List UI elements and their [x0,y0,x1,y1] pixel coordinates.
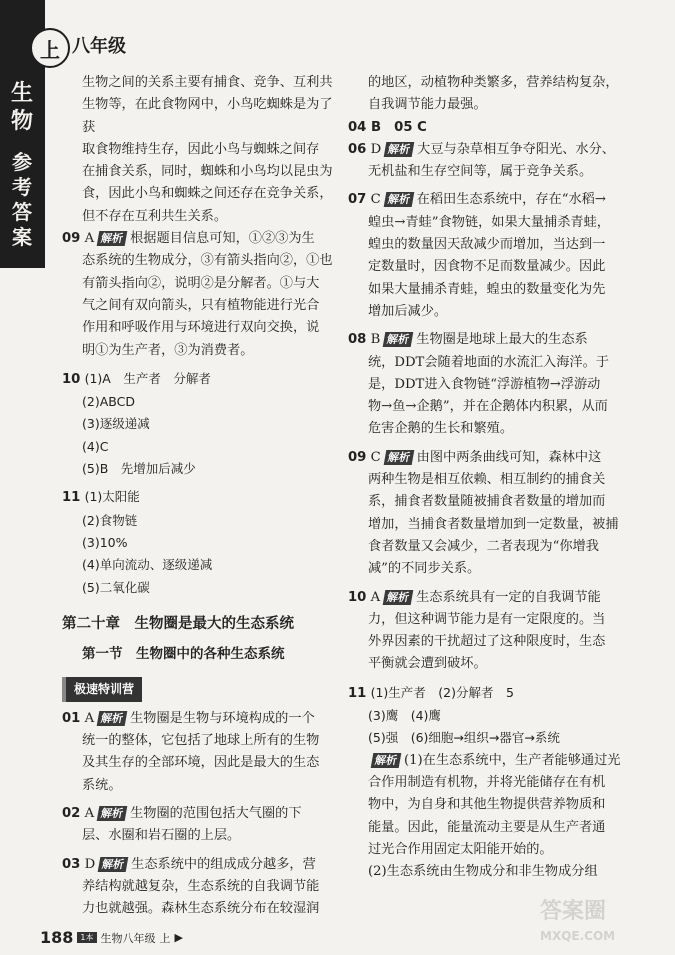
answer-line: 增加后减少。 [368,303,448,319]
answer-11: 11 (1)生产者 (2)分解者 5 [348,684,514,701]
brand-logo: 1本 [77,932,96,943]
answer-04-05: 04 B 05 C [348,119,427,135]
answer-key-label: 参考答案 [12,150,32,249]
answer-line: 系，捕食者数量随被捕食者数量的增加而 [368,494,606,510]
analysis-badge: 解析 [383,590,414,605]
answer-line: 外界因素的干扰超过了这种限度时，生态 [368,634,606,650]
cont-line: 生物等，在此食物网中，小鸟吃蜘蛛是为了获 [82,97,333,135]
analysis-badge: 解析 [97,231,128,246]
answer-line: 有箭头指向②，说明②是分解者。①与大 [82,275,320,291]
answer-line: 统，DDT会随着地面的水流汇入海洋。于 [368,354,609,370]
term-badge: 上 [159,931,171,945]
answer-line: 统一的整体，它包括了地球上所有的生物 [82,733,320,749]
answer-line: 如果大量捕杀青蛙，蝗虫的数量变化为先 [368,281,606,297]
cont-line: 在捕食关系，同时，蜘蛛和小鸟均以昆虫为 [82,164,333,180]
answer-line: (2)生态系统由生物成分和非生物成分组 [368,864,598,880]
answer-10: 10 (1)A 生产者 分解者 [62,370,211,387]
answer-line: 平衡就会遭到破坏。 [368,656,487,672]
cont-line: 但不存在互利共生关系。 [82,208,228,224]
page-footer [40,928,183,947]
watermark: 答案圈 MXQE.COM [540,899,616,943]
chapter-title: 第二十章 生物圈是最大的生态系统 [62,615,294,632]
answer-item: (5)强 (6)细胞→组织→器官→系统 [368,730,560,746]
answer-line: 两种生物是相互依赖、相互制约的捕食关 [368,472,606,488]
answer-item: (5)B 先增加后减少 [82,461,196,477]
analysis-badge: 解析 [97,806,128,821]
answer-line: 解析 (1)在生态系统中，生产者能够通过光 [348,750,626,772]
page-number: 188 [40,928,74,947]
answer-line: 增加，当捕食者数量增加到一定数量，被捕 [368,516,619,532]
training-label: 极速特训营 [62,677,142,701]
answer-item: (2)ABCD [82,394,135,410]
answer-line: 物→鱼→企鹅”，并在企鹅体内积累，从而 [368,399,608,415]
cont-line: 食，因此小鸟和蜘蛛之间还存在竞争关系， [82,186,333,202]
cont-line: 自我调节能力最强。 [368,97,487,113]
answer-09: 09 C 解析 由图中两条曲线可知，森林中这 [348,449,602,465]
book-title: 生物八年级 [100,931,156,945]
answer-10: 10 A 解析 生态系统具有一定的自我调节能 [348,589,601,605]
answer-line: 无机盐和生存空间等，属于竞争关系。 [368,164,593,180]
answer-line: 物中，为自身和其他生物提供营养物质和 [368,797,606,813]
answer-line: 蝗虫→青蛙”食物链，如果大量捕杀青蛙， [368,214,610,230]
answer-line: 是，DDT进入食物链“浮游植物→浮游动 [368,376,601,392]
answer-07: 07 C 解析 在稻田生态系统中，存在“水稻→ [348,192,606,208]
answer-line: 力，但这种调节能力是有一定限度的。当 [368,611,606,627]
volume-badge: 上 [30,28,70,68]
analysis-badge: 解析 [384,142,415,157]
answer-line: 养结构就越复杂，生态系统的自我调节能 [82,878,320,894]
answer-line: 合作用制造有机物，并将光能储存在有机 [368,774,606,790]
answer-line: 蝗虫的数量因天敌减少而增加，当达到一 [368,237,606,253]
analysis-badge: 解析 [98,857,129,872]
answer-line: 作用和呼吸作用与环境进行双向交换，说 [82,320,320,336]
answer-line: 气之间有双向箭头，只有植物能进行光合 [82,297,320,313]
answer-line: 食者数量又会减少，二者表现为“你增我 [368,538,599,554]
answer-03: 03 D 解析 生态系统中的组成成分越多，营 [62,856,316,872]
answer-line: 定数量时，因食物不足而数量减少。因此 [368,259,606,275]
answer-11: 11 (1)太阳能 [62,489,140,506]
analysis-badge: 解析 [371,753,402,768]
answer-line: 态系统的生物成分，③有箭头指向②，①也 [82,253,333,269]
answer-item: (4)单向流动、逐级递减 [82,557,213,573]
analysis-badge: 解析 [383,332,414,347]
section-title: 第一节 生物圈中的各种生态系统 [82,646,285,663]
answer-line: 危害企鹅的生长和繁殖。 [368,421,514,437]
analysis-badge: 解析 [383,192,414,207]
answer-line: 层、水圈和岩石圈的上层。 [82,828,241,844]
answer-item: (3)10% [82,534,128,550]
answer-line: 减”的不同步关系。 [368,561,481,577]
answer-item: (3)鹰 (4)鹰 [368,708,441,724]
subject-label: 生物 [10,81,33,134]
answer-line: 力也就越强。森林生态系统分布在较湿润 [82,901,320,917]
answer-item: (2)食物链 [82,512,138,528]
left-column [62,72,338,920]
cont-line: 的地区，动植物种类繁多，营养结构复杂， [368,75,619,90]
answer-line: 及其生存的全部环境，因此是最大的生态 [82,755,320,771]
right-column [348,72,626,883]
answer-08: 08 B 解析 生物圈是地球上最大的生态系 [348,332,588,348]
answer-line: 系统。 [82,777,122,793]
cont-line: 取食物维持生存，因此小鸟与蜘蛛之间存 [82,141,320,157]
answer-item: (3)逐级递减 [82,416,150,432]
analysis-badge: 解析 [383,450,414,465]
answer-line: 过光合作用固定太阳能开始的。 [368,841,553,857]
answer-09: 09 A 解析 根据题目信息可知，①②③为生 [62,231,315,247]
cont-line: 生物之间的关系主要有捕食、竞争、互利共 [82,75,333,90]
answer-02: 02 A 解析 生物圈的范围包括大气圈的下 [62,805,302,821]
answer-line: 能量。因此，能量流动主要是从生产者通 [368,819,606,835]
answer-item: (5)二氧化碳 [82,579,150,595]
answer-01: 01 A 解析 生物圈是生物与环境构成的一个 [62,710,315,726]
arrow-icon: ▶ [174,931,183,944]
analysis-badge: 解析 [97,711,128,726]
answer-06: 06 D 解析 大豆与杂草相互争夺阳光、水分、 [348,141,615,157]
answer-item: (4)C [82,438,109,454]
grade-label: 八年级 [72,36,126,57]
answer-line: 明①为生产者，③为消费者。 [82,342,254,358]
